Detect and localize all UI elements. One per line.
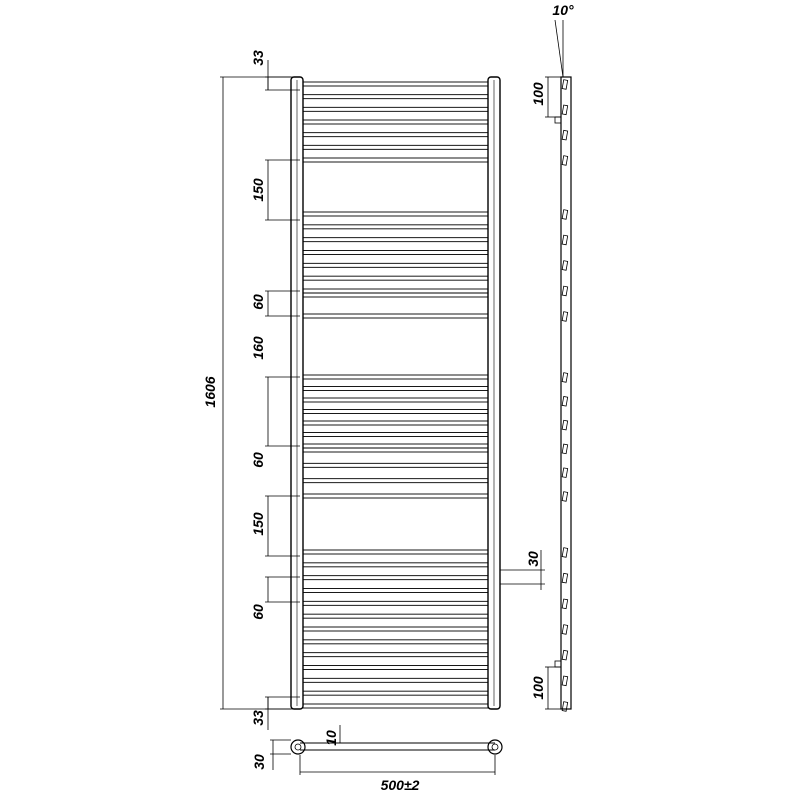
side-rail-section [562, 468, 568, 478]
angle-leg-left [555, 20, 563, 77]
rail-bar [303, 133, 488, 137]
side-rail-section [562, 676, 568, 686]
dim-side-angle: 10° [552, 2, 574, 18]
bottom-right-collector [488, 740, 502, 754]
rail-bar [303, 494, 488, 498]
side-rail-section [562, 444, 568, 454]
side-rail-section [562, 548, 568, 558]
rail-bar [303, 666, 488, 670]
bottom-left-collector [291, 740, 305, 754]
side-rail-section [562, 235, 568, 245]
rail-bar [303, 563, 488, 567]
rail-bar [303, 314, 488, 318]
dim-side-top-100: 100 [530, 82, 546, 106]
front-view [220, 60, 545, 730]
side-rail-section [562, 261, 568, 271]
dim-top-33: 33 [250, 50, 266, 66]
side-rail-section [562, 397, 568, 407]
side-valve-top [555, 117, 561, 123]
rail-bar [303, 225, 488, 229]
rail-bar [303, 95, 488, 99]
rail-bar [303, 238, 488, 242]
rail-bar [303, 601, 488, 605]
side-rail-section [562, 373, 568, 383]
side-valve-bottom [555, 661, 561, 667]
side-collector [561, 77, 571, 709]
rail-bar [303, 107, 488, 111]
dim-upper-60: 60 [250, 294, 266, 310]
dim-lower-150: 150 [250, 512, 266, 536]
rail-bar [303, 479, 488, 483]
rail-bar [303, 212, 488, 216]
bottom-right-bore [492, 744, 498, 750]
side-rail-section [562, 312, 568, 322]
dim-upper-150: 150 [250, 178, 266, 202]
rail-bar [303, 82, 488, 86]
rail-bar [303, 640, 488, 644]
rail-bar [303, 158, 488, 162]
side-rail-section [562, 625, 568, 635]
rail-bar [303, 145, 488, 149]
rail-bar [303, 448, 488, 452]
dim-bottom-offset-10: 10 [323, 730, 339, 746]
horizontal-rails [303, 82, 488, 708]
dim-overall-height: 1606 [202, 376, 218, 408]
side-rail-section [562, 599, 568, 609]
rail-bar [303, 444, 488, 448]
side-rail-section [562, 286, 568, 296]
dim-lower-60: 60 [250, 604, 266, 620]
rail-bar [303, 433, 488, 437]
side-rail-section [562, 210, 568, 220]
side-rail-section [562, 130, 568, 140]
rail-bar [303, 589, 488, 593]
dim-pitch-30: 30 [525, 551, 541, 567]
front-dimension-lines [220, 60, 545, 730]
rail-bar [303, 410, 488, 414]
rail-bar [303, 276, 488, 280]
rail-bar [303, 704, 488, 708]
side-view [545, 20, 571, 711]
dim-bottom-33: 33 [250, 710, 266, 726]
rail-bar [303, 550, 488, 554]
dim-bottom-height-30: 30 [251, 754, 267, 770]
rail-bar [303, 387, 488, 391]
side-rail-section [562, 105, 568, 115]
rail-bar [303, 293, 488, 297]
side-rail-section [562, 420, 568, 430]
side-rail-section [562, 80, 568, 90]
side-rail-section [562, 573, 568, 583]
side-rail-section [562, 650, 568, 660]
rail-bar [303, 614, 488, 618]
dim-middle-60: 60 [250, 452, 266, 468]
rail-bar [303, 251, 488, 255]
rail-bar [303, 463, 488, 467]
rail-bar [303, 627, 488, 631]
rail-bar [303, 289, 488, 293]
rail-bar [303, 691, 488, 695]
rail-bar [303, 398, 488, 402]
dim-bottom-width: 500±2 [380, 777, 420, 793]
rail-bar [303, 653, 488, 657]
side-rail-section [562, 702, 568, 712]
bottom-left-bore [295, 744, 301, 750]
dim-side-bottom-100: 100 [530, 676, 546, 700]
side-rail-section [562, 156, 568, 166]
rail-bar [303, 120, 488, 124]
rail-bar [303, 678, 488, 682]
rail-bar [303, 375, 488, 379]
side-rail-section [562, 492, 568, 502]
dim-160: 160 [250, 336, 266, 360]
rail-bar [303, 421, 488, 425]
rail-bar [303, 576, 488, 580]
rail-bar [303, 263, 488, 267]
bottom-view [270, 725, 502, 775]
